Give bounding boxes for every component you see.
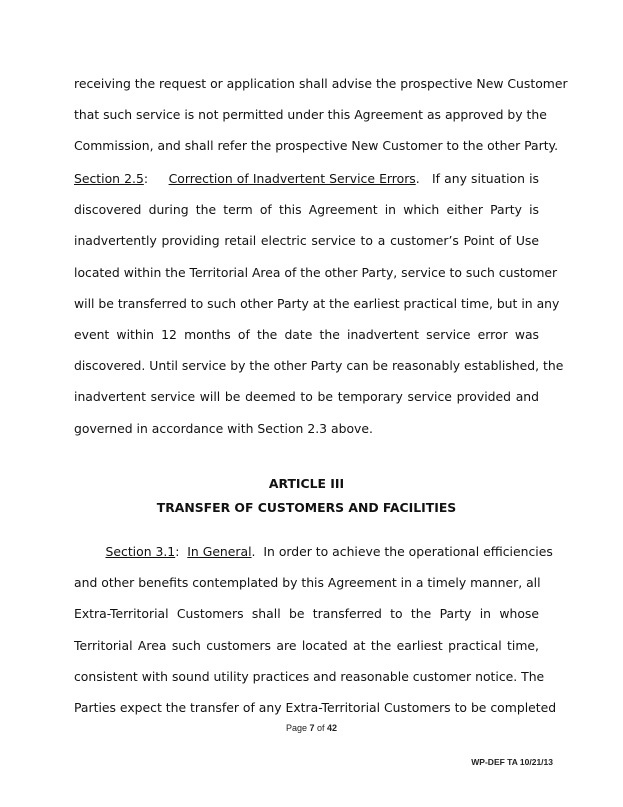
section-3-1-number: Section 3.1 bbox=[105, 544, 176, 559]
section-2-5-first-line: Section 2.5: Correction of Inadvertent Service Errors. If any situation is bbox=[74, 171, 539, 186]
text-line: and other benefits contemplated by this Agreement in a timely manner, all bbox=[74, 575, 541, 591]
paragraph-continuation bbox=[74, 68, 568, 162]
section-2-5-number: Section 2.5 bbox=[74, 171, 144, 186]
text-line: Parties expect the transfer of any Extra-Territorial Customers to be completed bbox=[74, 700, 557, 716]
text-line: discovered during the term of this Agreement in which either Party is bbox=[74, 202, 539, 218]
text-line: consistent with sound utility practices and reasonable customer notice. The bbox=[74, 668, 545, 684]
page-number bbox=[0, 723, 623, 733]
text-line: Commission, and shall refer the prospective New Customer to the other Party. bbox=[74, 138, 559, 154]
section-2-5-title: Correction of Inadvertent Service Errors bbox=[168, 171, 416, 186]
section-3-1-title: In General bbox=[187, 544, 252, 559]
text-line: will be transferred to such other Party at the earliest practical time, but in any bbox=[74, 295, 560, 311]
section-3-1-first-line-rest: In order to achieve the operational efficiencies bbox=[263, 544, 553, 559]
text-line: inadvertent service will be deemed to be temporary service provided and bbox=[74, 389, 539, 405]
text-line: event within 12 months of the date the inadvertent service error was bbox=[74, 327, 539, 343]
section-3-1 bbox=[74, 536, 557, 723]
document-reference: WP-DEF TA 10/21/13 bbox=[471, 757, 553, 767]
page-total: 42 bbox=[327, 723, 338, 733]
article-title: TRANSFER OF CUSTOMERS AND FACILITIES bbox=[156, 500, 457, 515]
text-line: located within the Territorial Area of the other Party, service to such customer bbox=[74, 264, 558, 280]
section-3-1-first-line: Section 3.1: In General. In order to achieve the operational efficiencies bbox=[105, 544, 553, 559]
text-line: that such service is not permitted under this Agreement as approved by the bbox=[74, 107, 547, 123]
section-2-5-first-line-rest: If any situation is bbox=[432, 171, 539, 186]
page-current: 7 bbox=[309, 723, 315, 733]
article-number: ARTICLE III bbox=[268, 476, 345, 491]
text-line: Territorial Area such customers are located at the earliest practical time, bbox=[74, 637, 539, 653]
text-line: discovered. Until service by the other Party can be reasonably established, the bbox=[74, 358, 564, 374]
text-line: governed in accordance with Section 2.3 above. bbox=[74, 420, 373, 436]
page-of: of bbox=[317, 723, 325, 733]
text-line: receiving the request or application shall advise the prospective New Customer bbox=[74, 76, 568, 91]
text-line: inadvertently providing retail electric service to a customer’s Point of Use bbox=[74, 233, 539, 249]
text-line: Extra-Territorial Customers shall be transferred to the Party in whose bbox=[74, 606, 539, 622]
section-2-5 bbox=[74, 163, 564, 444]
page-prefix: Page bbox=[285, 723, 307, 733]
